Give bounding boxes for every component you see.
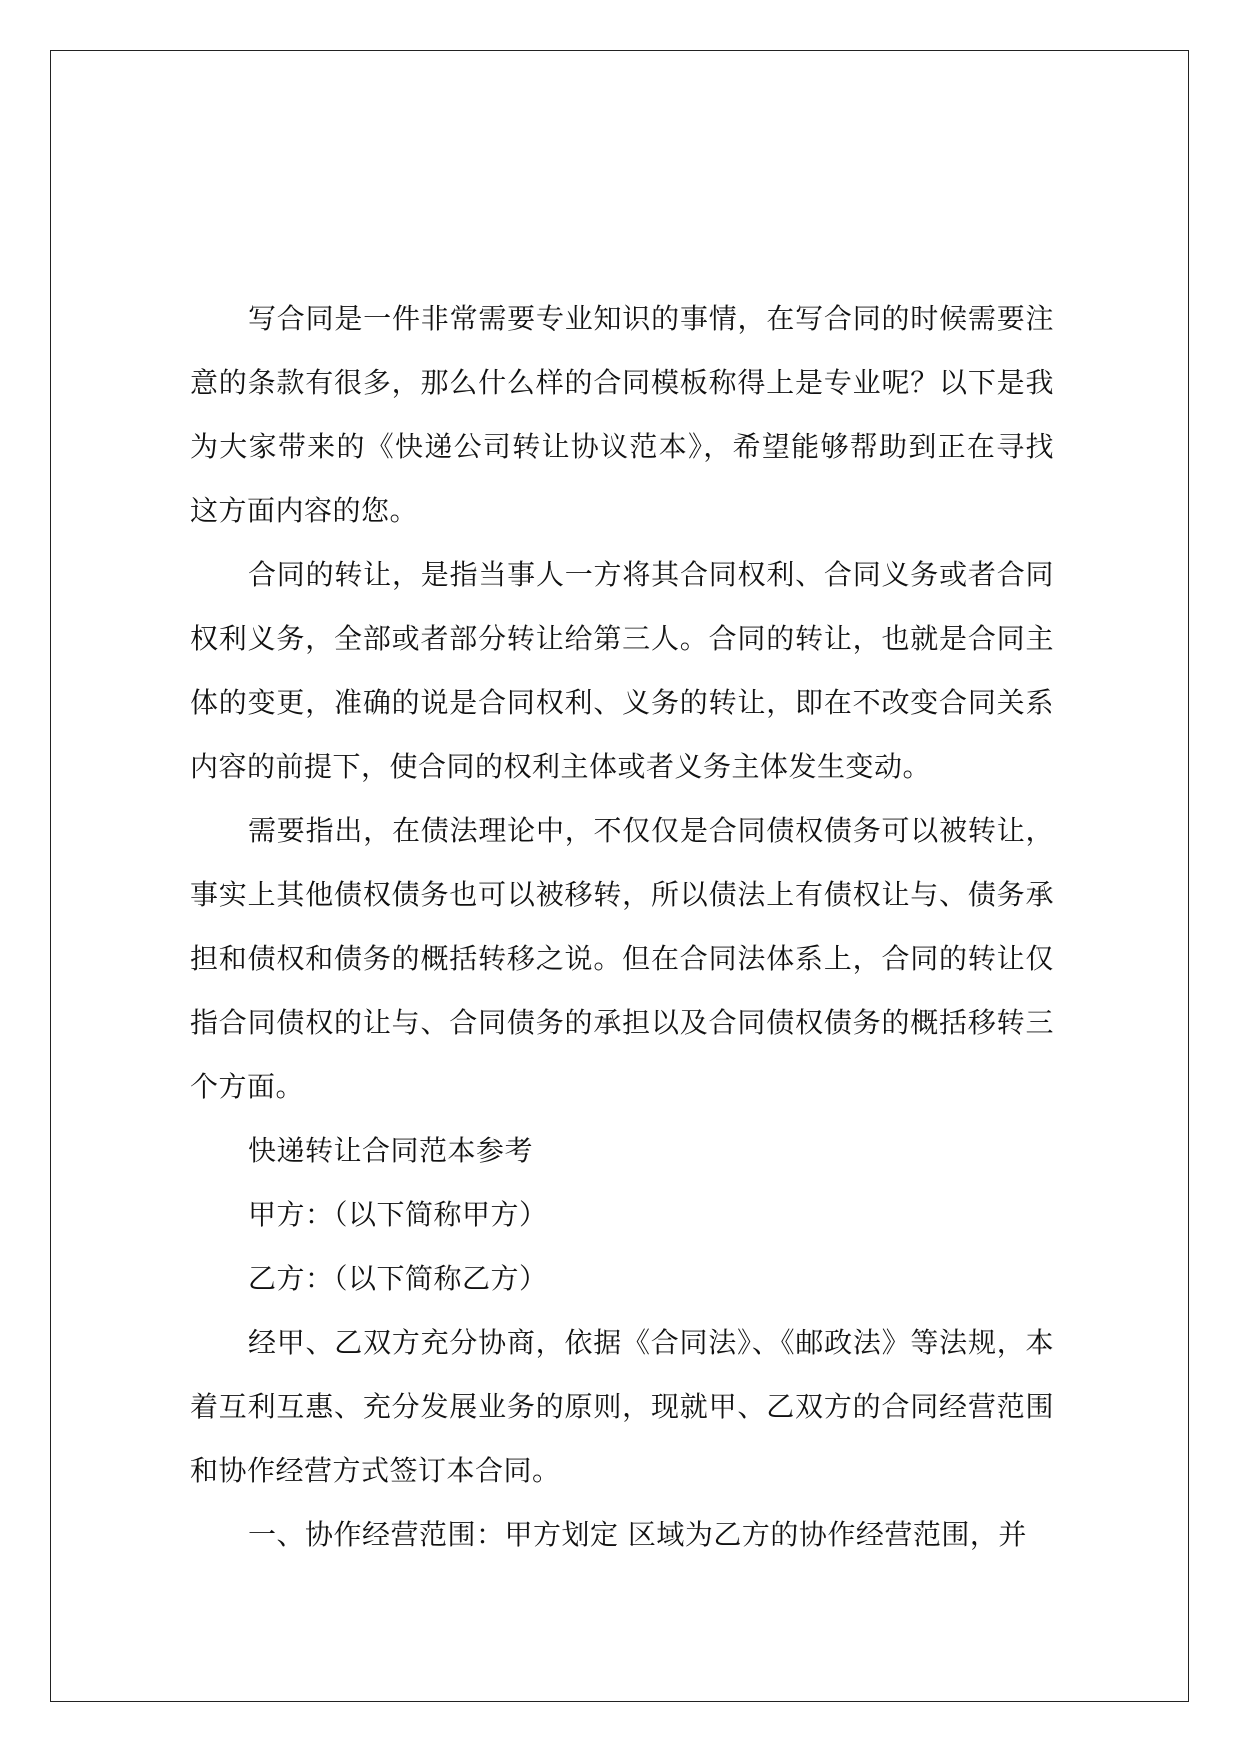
party-a-line: 甲方：（以下简称甲方） [248,1198,548,1231]
clause-one-paragraph: 一、协作经营范围：甲方划定 区域为乙方的协作经营范围，并 [248,1518,1027,1551]
agreement-basis-paragraph: 经甲、乙双方充分协商，依据《合同法》、《邮政法》等法规，本着互利互惠、充分发展业务的原则，现就甲、乙双方的合同经营范围和协作经营方式签订本合同。 [190,1326,1054,1487]
document-body [190,287,1054,1567]
party-b-line: 乙方：（以下简称乙方） [248,1262,548,1295]
template-heading: 快递转让合同范本参考 [248,1134,534,1167]
debt-law-theory-paragraph: 需要指出，在债法理论中，不仅仅是合同债权债务可以被转让，事实上其他债权债务也可以被移转，所以债法上有债权让与、债务承担和债权和债务的概括转移之说。但在合同法体系上，合同的转让仅指合同债权的让与、合同债务的承担以及合同债权债务的概括移转三个方面。 [190,814,1054,1103]
intro-paragraph: 写合同是一件非常需要专业知识的事情，在写合同的时候需要注意的条款有很多，那么什么样的合同模板称得上是专业呢？以下是我为大家带来的《快递公司转让协议范本》，希望能够帮助到正在寻找这方面内容的您。 [190,302,1054,527]
contract-transfer-definition-paragraph: 合同的转让，是指当事人一方将其合同权利、合同义务或者合同权利义务，全部或者部分转让给第三人。合同的转让，也就是合同主体的变更，准确的说是合同权利、义务的转让，即在不改变合同关系内容的前提下，使合同的权利主体或者义务主体发生变动。 [190,558,1054,783]
